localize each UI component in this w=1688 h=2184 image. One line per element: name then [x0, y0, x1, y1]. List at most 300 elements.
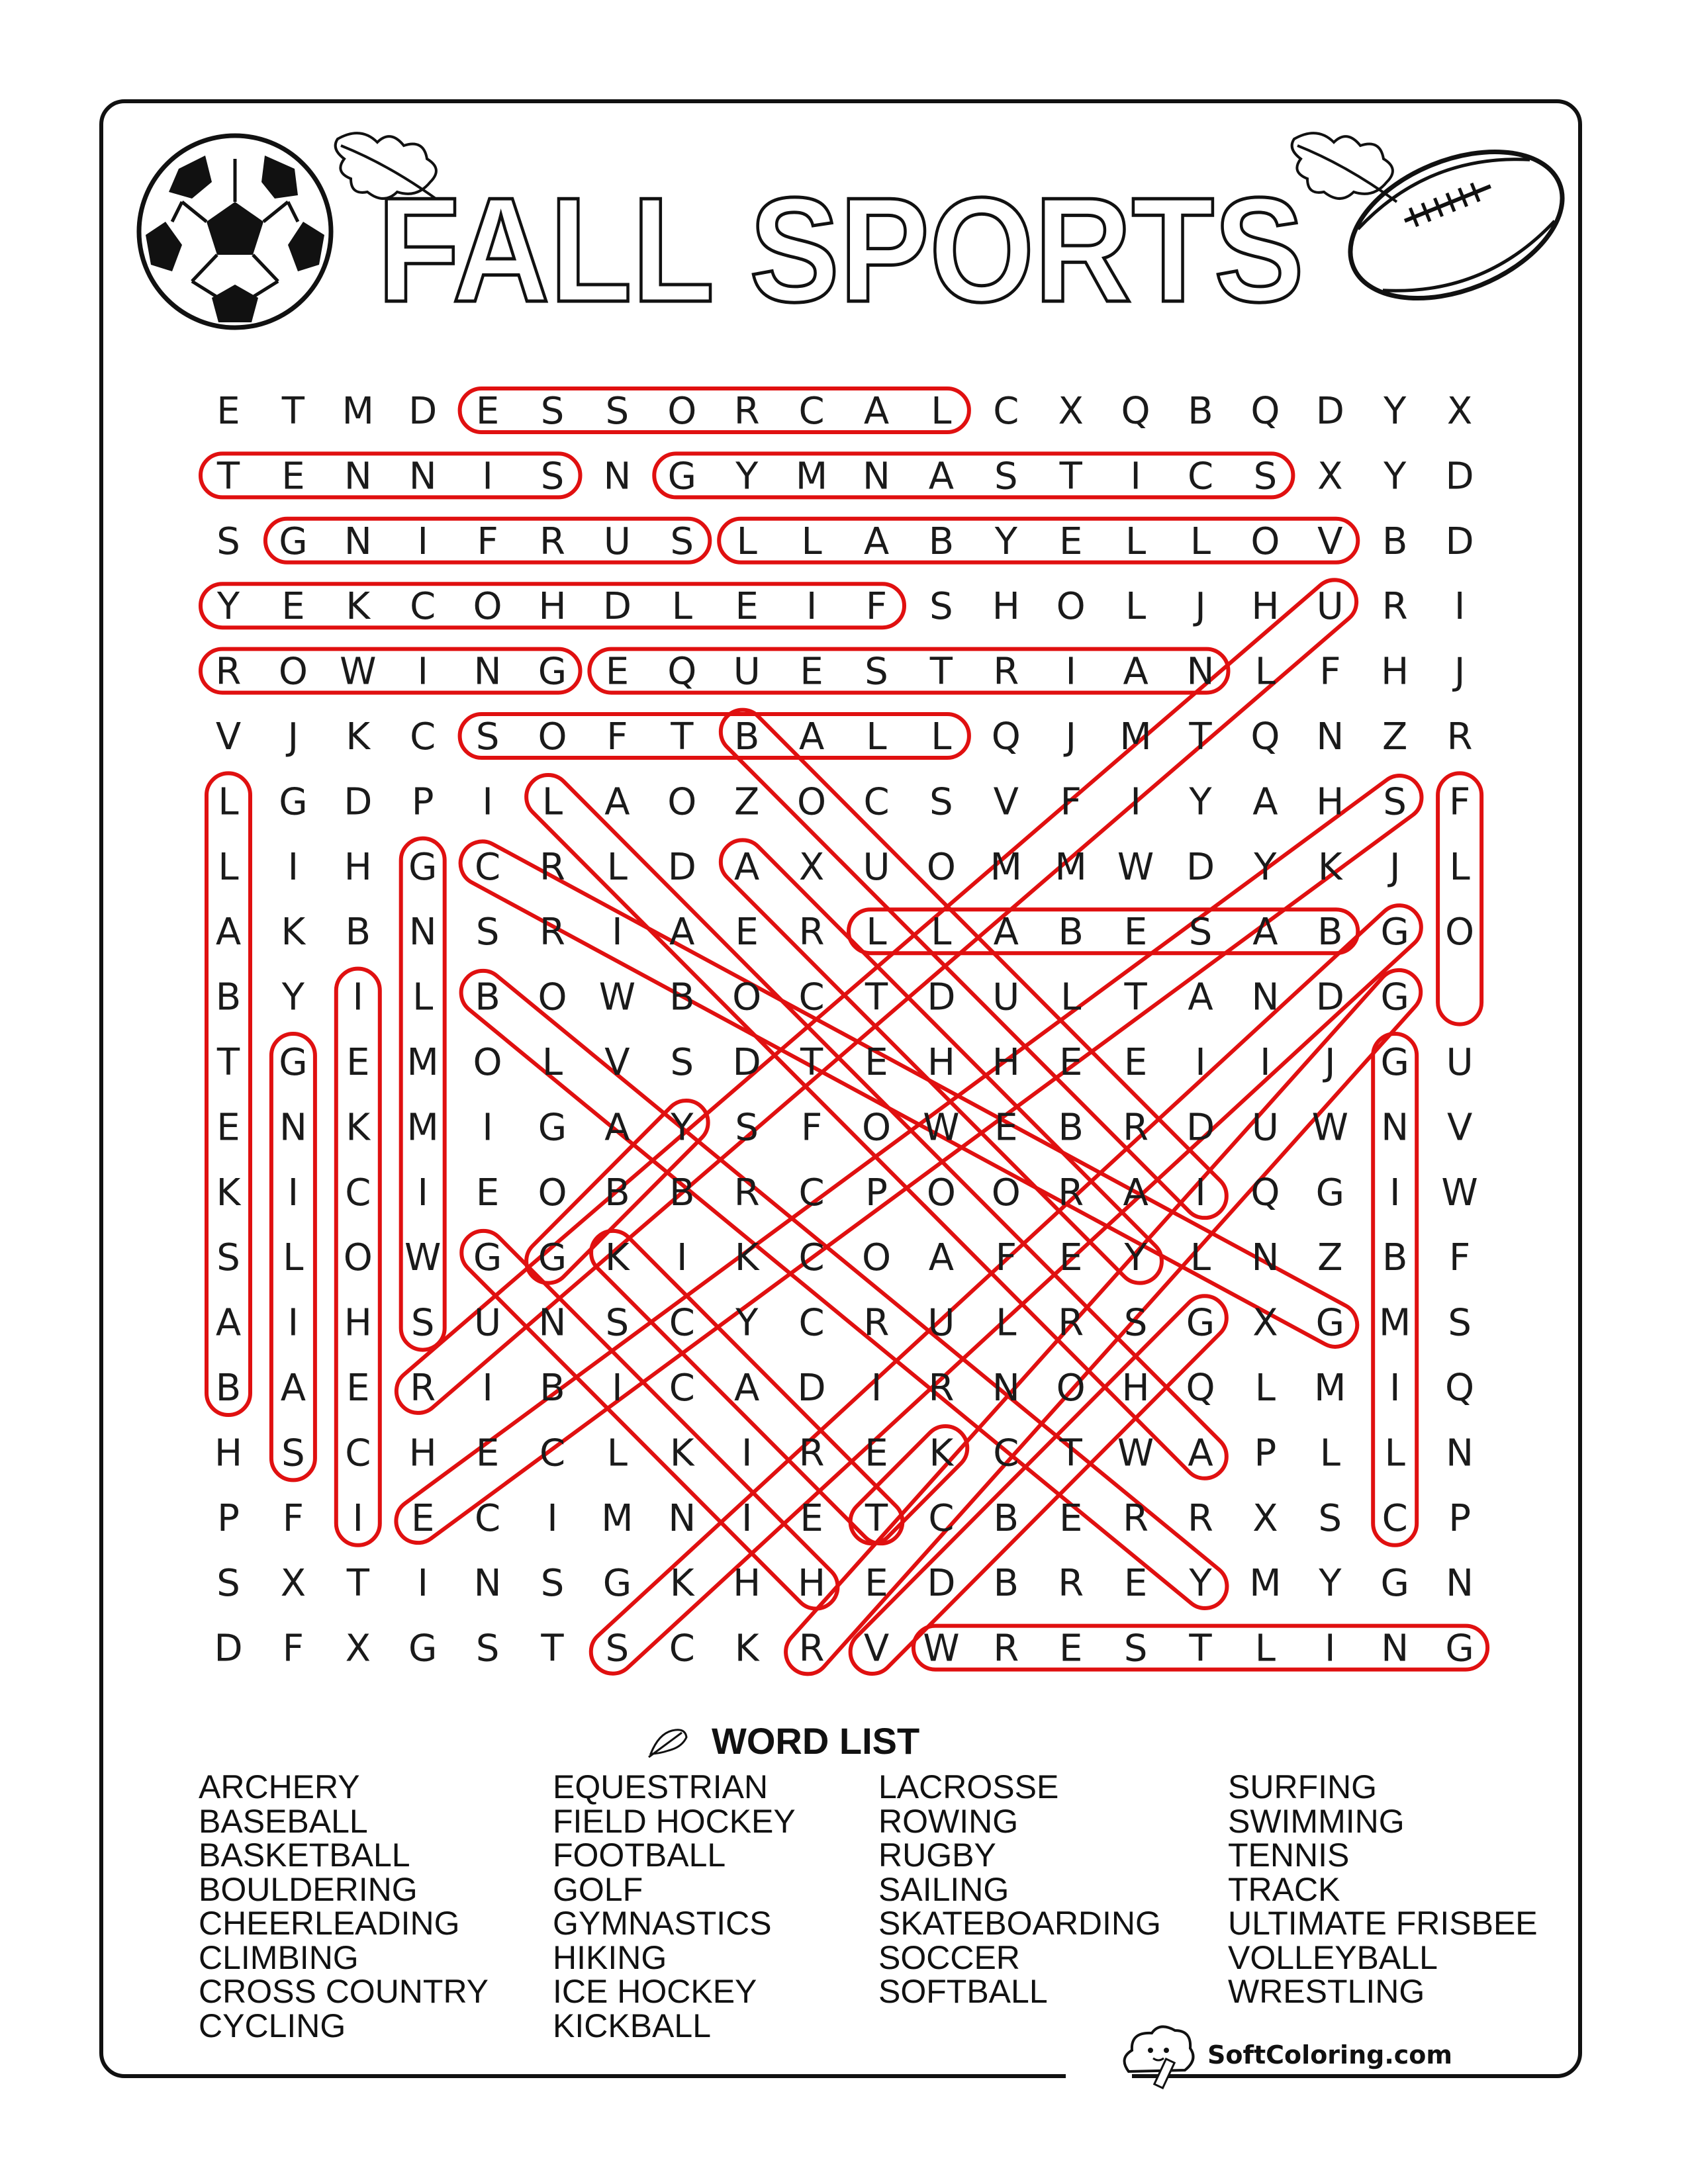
grid-cell: O	[1056, 585, 1086, 629]
grid-cell: L	[541, 1041, 563, 1084]
grid-cell: R	[1058, 1301, 1084, 1345]
grid-cell: N	[473, 1562, 502, 1606]
grid-cell: C	[345, 1171, 371, 1214]
grid-cell: Y	[281, 976, 305, 1019]
grid-cell: S	[670, 1041, 694, 1084]
grid-cell: M	[1055, 845, 1087, 889]
grid-cell: X	[1317, 455, 1343, 498]
grid-cell: N	[408, 455, 437, 498]
grid-cell: O	[343, 1236, 373, 1280]
grid-cell: E	[216, 1106, 240, 1150]
grid-cell: E	[1059, 1236, 1083, 1280]
grid-cell: R	[1123, 1496, 1149, 1540]
word-list-item: WRESTLING	[1228, 1973, 1425, 2010]
grid-cell: B	[345, 911, 371, 954]
grid-cell: R	[1382, 585, 1408, 629]
grid-cell: G	[279, 520, 308, 563]
grid-cell: D	[1315, 976, 1344, 1019]
grid-cell: C	[993, 1432, 1019, 1475]
grid-cell: A	[928, 1236, 955, 1280]
grid-cell: W	[923, 1106, 960, 1150]
grid-cell: C	[410, 715, 436, 758]
grid-cell: I	[1130, 455, 1141, 498]
grid-cell: R	[733, 390, 760, 433]
grid-cell: C	[345, 1432, 371, 1475]
grid-cell: N	[1316, 715, 1344, 758]
grid-cell: P	[1448, 1496, 1471, 1540]
grid-cell: E	[1123, 911, 1148, 954]
grid-cell: C	[539, 1432, 566, 1475]
grid-cell: T	[929, 650, 953, 694]
grid-cell: D	[667, 845, 696, 889]
answer-loop	[201, 649, 581, 693]
word-list-item: FIELD HOCKEY	[553, 1802, 796, 1840]
word-list-item: TRACK	[1228, 1870, 1340, 1908]
grid-cell: Z	[734, 780, 760, 824]
grid-cell: I	[417, 520, 428, 563]
grid-cell: L	[1190, 1236, 1211, 1280]
grid-cell: N	[863, 455, 890, 498]
grid-cell: T	[216, 1041, 240, 1084]
grid-cell: H	[344, 845, 372, 889]
grid-cell: T	[1189, 715, 1212, 758]
grid-cell: I	[352, 1496, 364, 1540]
grid-cell: E	[216, 390, 240, 433]
grid-cell: Z	[1317, 1236, 1343, 1280]
grid-cell: I	[1325, 1627, 1336, 1670]
grid-cell: S	[994, 455, 1018, 498]
grid-cell: A	[1188, 976, 1213, 1019]
grid-cell: K	[346, 1106, 371, 1150]
grid-cell: B	[604, 1171, 630, 1214]
grid-cell: X	[280, 1562, 306, 1606]
grid-cell: I	[806, 585, 818, 629]
grid-cell: J	[1454, 650, 1466, 694]
svg-text:FALL SPORTS: FALL SPORTS	[377, 166, 1304, 324]
grid-cell: J	[1195, 585, 1206, 629]
grid-cell: O	[667, 390, 697, 433]
grid-cell: O	[538, 1171, 567, 1214]
grid-cell: I	[482, 455, 493, 498]
grid-cell: S	[865, 650, 888, 694]
grid-cell: L	[671, 585, 692, 629]
answer-loops	[201, 388, 1487, 1683]
grid-cell: G	[1380, 976, 1409, 1019]
grid-cell: F	[865, 585, 888, 629]
grid-cell: R	[993, 1627, 1019, 1670]
grid-cell: N	[1381, 1106, 1409, 1150]
grid-cell: R	[733, 1171, 760, 1214]
word-list-item: BASKETBALL	[199, 1837, 410, 1874]
grid-cell: I	[612, 911, 623, 954]
grid-cell: X	[345, 1627, 371, 1670]
grid-cell: H	[538, 585, 567, 629]
grid-cell: U	[1316, 585, 1344, 629]
grid-cell: L	[1125, 520, 1147, 563]
grid-cell: E	[1123, 1041, 1148, 1084]
grid-cell: J	[1325, 1041, 1336, 1084]
grid-cell: O	[538, 976, 567, 1019]
grid-cell: L	[1125, 585, 1147, 629]
answer-loop	[712, 701, 1235, 1227]
grid-cell: M	[990, 845, 1022, 889]
grid-cell: D	[344, 780, 373, 824]
grid-cell: G	[1186, 1301, 1215, 1345]
grid-cell: R	[1188, 1496, 1213, 1540]
grid-cell: I	[287, 845, 299, 889]
grid-cell: M	[795, 455, 828, 498]
grid-cell: S	[1383, 780, 1407, 824]
grid-cell: M	[601, 1496, 633, 1540]
grid-cell: I	[1389, 1171, 1401, 1214]
grid-cell: T	[281, 390, 305, 433]
grid-cell: I	[1130, 780, 1141, 824]
grid-cell: B	[928, 520, 955, 563]
word-list-item: BASEBALL	[199, 1802, 368, 1840]
word-list-item: KICKBALL	[553, 2007, 712, 2044]
grid-cell: C	[669, 1301, 695, 1345]
word-column-1	[199, 1770, 489, 2043]
grid-cell: S	[540, 1562, 565, 1606]
grid-cell: F	[1448, 780, 1471, 824]
grid-cell: F	[606, 715, 628, 758]
grid-cell: L	[606, 845, 628, 889]
grid-cell: S	[540, 390, 565, 433]
grid-cell: C	[1187, 455, 1214, 498]
word-list-title: WORD LIST	[712, 1719, 920, 1762]
grid-cell: H	[344, 1301, 372, 1345]
grid-cell: U	[733, 650, 761, 694]
grid-cell: U	[474, 1301, 502, 1345]
grid-cell: P	[1254, 1432, 1277, 1475]
grid-cell: I	[1260, 1041, 1271, 1084]
grid-cell: M	[406, 1106, 439, 1150]
grid-cell: B	[215, 1367, 242, 1410]
grid-cell: L	[218, 845, 239, 889]
grid-cell: L	[866, 715, 887, 758]
grid-cell: S	[281, 1432, 305, 1475]
grid-cell: K	[734, 1236, 759, 1280]
grid-cell: C	[798, 1236, 825, 1280]
grid-cell: K	[929, 1432, 954, 1475]
word-list-item: CROSS COUNTRY	[199, 1973, 489, 2010]
grid-cell: S	[605, 1301, 630, 1345]
word-list-item: SURFING	[1228, 1768, 1377, 1805]
grid-cell: I	[352, 976, 364, 1019]
grid-cell: W	[1117, 1432, 1154, 1475]
grid-cell: S	[1318, 1496, 1342, 1540]
grid-cell: S	[670, 520, 694, 563]
grid-cell: I	[1389, 1367, 1401, 1410]
grid-cell: K	[281, 911, 306, 954]
grid-cell: O	[926, 845, 956, 889]
grid-cell: E	[994, 1106, 1018, 1150]
grid-cell: A	[669, 911, 695, 954]
grid-cell: P	[217, 1496, 240, 1540]
grid-cell: Y	[994, 520, 1017, 563]
grid-cell: S	[1253, 455, 1278, 498]
grid-cell: E	[281, 585, 305, 629]
grid-cell: I	[482, 780, 493, 824]
grid-cell: A	[215, 911, 242, 954]
grid-cell: N	[1446, 1432, 1474, 1475]
grid-cell: B	[1317, 911, 1343, 954]
grid-cell: T	[1189, 1627, 1212, 1670]
grid-cell: U	[1251, 1106, 1279, 1150]
grid-cell: Y	[1383, 390, 1407, 433]
grid-cell: E	[1059, 1627, 1083, 1670]
grid-cell: U	[992, 976, 1020, 1019]
grid-cell: N	[1251, 1236, 1280, 1280]
grid-cell: S	[475, 715, 500, 758]
grid-cell: S	[216, 1236, 240, 1280]
grid-cell: I	[741, 1432, 753, 1475]
grid-cell: U	[863, 845, 890, 889]
grid-cell: I	[547, 1496, 558, 1540]
grid-cell: O	[991, 1171, 1021, 1214]
grid-cell: Y	[1319, 1562, 1342, 1606]
answer-loop	[460, 388, 969, 432]
grid-cell: U	[927, 1301, 955, 1345]
grid-cell: X	[1252, 1301, 1278, 1345]
grid-cell: C	[1382, 1496, 1408, 1540]
grid-cell: C	[993, 390, 1019, 433]
grid-cell: X	[1252, 1496, 1278, 1540]
grid-cell: H	[214, 1432, 243, 1475]
grid-cell: B	[993, 1496, 1019, 1540]
grid-cell: G	[279, 780, 308, 824]
grid-cell: I	[417, 1562, 428, 1606]
grid-cell: C	[475, 845, 501, 889]
grid-cell: T	[346, 1562, 369, 1606]
grid-cell: Y	[216, 585, 240, 629]
oak-leaf-small-icon	[645, 1721, 692, 1760]
grid-cell: J	[1389, 845, 1401, 889]
grid-cell: A	[604, 1106, 630, 1150]
word-list-item: CHEERLEADING	[199, 1905, 460, 1942]
grid-cell: A	[734, 1367, 760, 1410]
grid-cell: L	[931, 911, 952, 954]
pencil-cloud-logo	[1119, 2019, 1198, 2091]
grid-cell: S	[216, 1562, 240, 1606]
grid-cell: L	[1254, 1627, 1276, 1670]
grid-cell: C	[410, 585, 436, 629]
letter-cells	[214, 390, 1477, 1670]
grid-cell: J	[287, 715, 299, 758]
grid-cell: H	[733, 1562, 761, 1606]
grid-cell: G	[1445, 1627, 1474, 1670]
grid-cell: L	[1254, 650, 1276, 694]
grid-cell: U	[1446, 1041, 1474, 1084]
grid-cell: S	[1123, 1301, 1148, 1345]
grid-cell: K	[1317, 845, 1342, 889]
grid-cell: M	[342, 390, 374, 433]
word-column-3	[878, 1770, 1161, 2009]
grid-cell: O	[861, 1106, 892, 1150]
grid-cell: Z	[1382, 715, 1408, 758]
word-list-item: ICE HOCKEY	[553, 1973, 757, 2010]
grid-cell: Q	[1250, 715, 1280, 758]
grid-cell: C	[798, 1301, 825, 1345]
grid-cell: A	[1188, 1432, 1213, 1475]
answer-loop	[201, 453, 581, 497]
grid-cell: M	[1314, 1367, 1346, 1410]
word-list-item: SAILING	[878, 1870, 1009, 1908]
grid-cell: T	[1059, 455, 1082, 498]
word-list-item: SOCCER	[878, 1938, 1020, 1976]
grid-cell: A	[1123, 1171, 1149, 1214]
grid-cell: G	[408, 1627, 438, 1670]
grid-cell: A	[798, 715, 825, 758]
word-list-item: SKATEBOARDING	[878, 1905, 1161, 1942]
grid-cell: W	[404, 1236, 442, 1280]
word-list-item: FOOTBALL	[553, 1837, 726, 1874]
grid-cell: S	[1188, 911, 1213, 954]
grid-cell: I	[287, 1171, 299, 1214]
grid-cell: N	[473, 650, 502, 694]
grid-cell: W	[1441, 1171, 1478, 1214]
grid-cell: I	[1195, 1041, 1206, 1084]
grid-cell: I	[417, 650, 428, 694]
grid-cell: K	[669, 1562, 694, 1606]
grid-cell: W	[1117, 845, 1154, 889]
grid-cell: D	[1315, 390, 1344, 433]
grid-cell: V	[1446, 1106, 1473, 1150]
grid-cell: L	[931, 715, 952, 758]
grid-cell: G	[1315, 1171, 1345, 1214]
grid-cell: P	[865, 1171, 888, 1214]
grid-cell: G	[538, 1236, 567, 1280]
grid-cell: T	[800, 1041, 823, 1084]
grid-cell: D	[1445, 455, 1474, 498]
grid-cell: R	[539, 520, 565, 563]
grid-cell: S	[475, 911, 500, 954]
grid-cell: T	[216, 455, 240, 498]
grid-cell: R	[215, 650, 242, 694]
grid-cell: C	[798, 1171, 825, 1214]
grid-cell: C	[798, 976, 825, 1019]
word-list-item: SOFTBALL	[878, 1973, 1048, 2010]
grid-cell: R	[1058, 1171, 1084, 1214]
grid-cell: S	[929, 585, 953, 629]
grid-cell: S	[540, 455, 565, 498]
grid-cell: D	[1445, 520, 1474, 563]
grid-cell: R	[539, 845, 565, 889]
grid-cell: A	[1252, 911, 1278, 954]
grid-cell: J	[1065, 715, 1076, 758]
grid-cell: O	[797, 780, 827, 824]
grid-cell: N	[344, 520, 372, 563]
grid-cell: S	[929, 780, 953, 824]
grid-cell: B	[669, 976, 695, 1019]
grid-cell: N	[408, 911, 437, 954]
grid-cell: N	[603, 455, 632, 498]
grid-cell: G	[1380, 1041, 1409, 1084]
grid-cell: F	[1319, 650, 1341, 694]
grid-cell: R	[1123, 1106, 1149, 1150]
grid-cell: N	[538, 1301, 567, 1345]
grid-cell: U	[603, 520, 631, 563]
grid-cell: I	[1065, 650, 1076, 694]
grid-cell: N	[1251, 976, 1280, 1019]
grid-cell: T	[671, 715, 694, 758]
grid-cell: R	[863, 1301, 890, 1345]
grid-cell: E	[800, 650, 823, 694]
grid-cell: A	[280, 1367, 306, 1410]
grid-cell: M	[1119, 715, 1152, 758]
grid-cell: A	[734, 845, 760, 889]
grid-cell: C	[669, 1627, 695, 1670]
grid-cell: R	[993, 650, 1019, 694]
grid-cell: S	[735, 1106, 759, 1150]
word-column-4	[1228, 1770, 1538, 2009]
grid-cell: B	[1188, 390, 1213, 433]
grid-cell: S	[1123, 1627, 1148, 1670]
answer-loop	[841, 1287, 1236, 1683]
grid-cell: E	[1059, 1041, 1083, 1084]
grid-cell: O	[473, 1041, 502, 1084]
grid-cell: A	[993, 911, 1019, 954]
grid-cell: B	[475, 976, 500, 1019]
grid-cell: G	[667, 455, 697, 498]
grid-cell: L	[1254, 1367, 1276, 1410]
grid-cell: D	[927, 976, 956, 1019]
word-list-item: GOLF	[553, 1870, 643, 1908]
word-list-item: CYCLING	[199, 2007, 346, 2044]
grid-cell: Y	[1189, 780, 1212, 824]
grid-cell: I	[287, 1301, 299, 1345]
grid-cell: C	[669, 1367, 695, 1410]
grid-cell: I	[870, 1367, 882, 1410]
grid-cell: L	[996, 1301, 1017, 1345]
grid-cell: E	[475, 1432, 500, 1475]
grid-cell: G	[473, 1236, 502, 1280]
grid-cell: V	[993, 780, 1019, 824]
grid-cell: Y	[1124, 1236, 1147, 1280]
grid-cell: D	[408, 390, 438, 433]
grid-cell: B	[733, 715, 760, 758]
word-column-2	[553, 1770, 796, 2043]
grid-cell: R	[539, 911, 565, 954]
grid-cell: E	[735, 585, 759, 629]
grid-cell: L	[1060, 976, 1082, 1019]
grid-cell: B	[993, 1562, 1019, 1606]
grid-cell: W	[340, 650, 377, 694]
word-list-item: EQUESTRIAN	[553, 1768, 769, 1805]
grid-cell: N	[279, 1106, 307, 1150]
grid-cell: L	[736, 520, 757, 563]
grid-cell: Y	[671, 1106, 694, 1150]
grid-cell: X	[1058, 390, 1084, 433]
word-list-header	[645, 1714, 919, 1767]
grid-cell: E	[411, 1496, 435, 1540]
grid-cell: L	[1449, 845, 1470, 889]
grid-cell: N	[344, 455, 372, 498]
grid-cell: F	[800, 1106, 823, 1150]
grid-cell: A	[928, 455, 955, 498]
grid-cell: O	[278, 650, 308, 694]
grid-cell: G	[1380, 911, 1409, 954]
grid-cell: K	[734, 1627, 759, 1670]
grid-cell: H	[1316, 780, 1344, 824]
grid-cell: H	[1381, 650, 1409, 694]
grid-cell: R	[1446, 715, 1473, 758]
word-list-item: ARCHERY	[199, 1768, 360, 1805]
grid-cell: Q	[1121, 390, 1150, 433]
grid-cell: I	[1195, 1171, 1206, 1214]
grid-cell: B	[1058, 1106, 1084, 1150]
grid-cell: E	[605, 650, 630, 694]
